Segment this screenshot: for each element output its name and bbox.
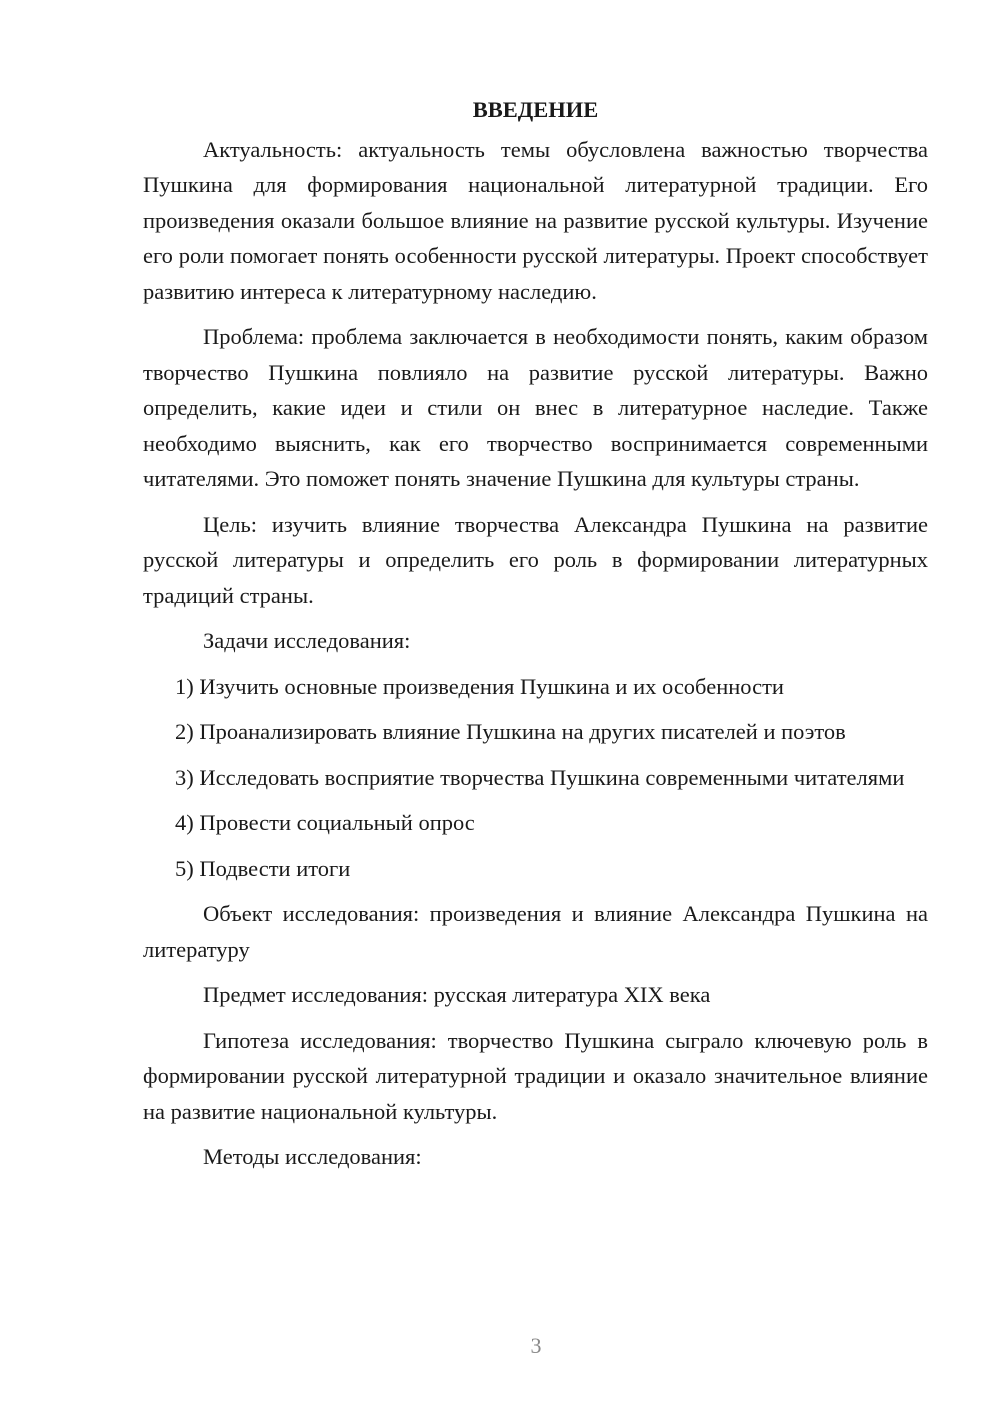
tasks-heading: Задачи исследования:	[203, 628, 411, 653]
page-content	[143, 92, 928, 1175]
task-item: 5) Подвести итоги	[175, 855, 351, 881]
methods-heading: Методы исследования:	[203, 1144, 422, 1169]
goal-paragraph: Цель: изучить влияние творчества Александра Пушкина на развитие русской литературы и определить его роль в формировании литературных традиций страны.	[143, 511, 928, 608]
relevance-paragraph: Актуальность: актуальность темы обусловлена важностью творчества Пушкина для формирования национальной литературной традиции. Его произведения оказали большое влияние на развитие русской культуры. Изучение его роли помогает понять особенности русской литературы. Проект способствует развитию интереса к литературному наследию.	[143, 136, 928, 304]
task-item: 1) Изучить основные произведения Пушкина и их особенности	[175, 673, 784, 699]
hypothesis-paragraph: Гипотеза исследования: творчество Пушкина сыграло ключевую роль в формировании русской литературной традиции и оказало значительное влияние на развитие национальной культуры.	[143, 1027, 928, 1124]
problem-paragraph: Проблема: проблема заключается в необходимости понять, каким образом творчество Пушкина повлияло на развитие русской литературы. Важно определить, какие идеи и стили он внес в литературное наследие. Также необходимо выяснить, как его творчество воспринимается современными читателями. Это поможет понять значение Пушкина для культуры страны.	[143, 324, 928, 491]
object-paragraph: Объект исследования: произведения и влияние Александра Пушкина на литературу	[143, 901, 928, 962]
task-item: 2) Проанализировать влияние Пушкина на других писателей и поэтов	[175, 719, 846, 744]
page-number: 3	[530, 1333, 542, 1358]
section-title: ВВЕДЕНИЕ	[472, 97, 599, 122]
task-item: 3) Исследовать восприятие творчества Пушкина современными читателями	[175, 764, 905, 790]
subject-paragraph: Предмет исследования: русская литература XIX века	[203, 982, 711, 1007]
task-item: 4) Провести социальный опрос	[175, 810, 475, 835]
